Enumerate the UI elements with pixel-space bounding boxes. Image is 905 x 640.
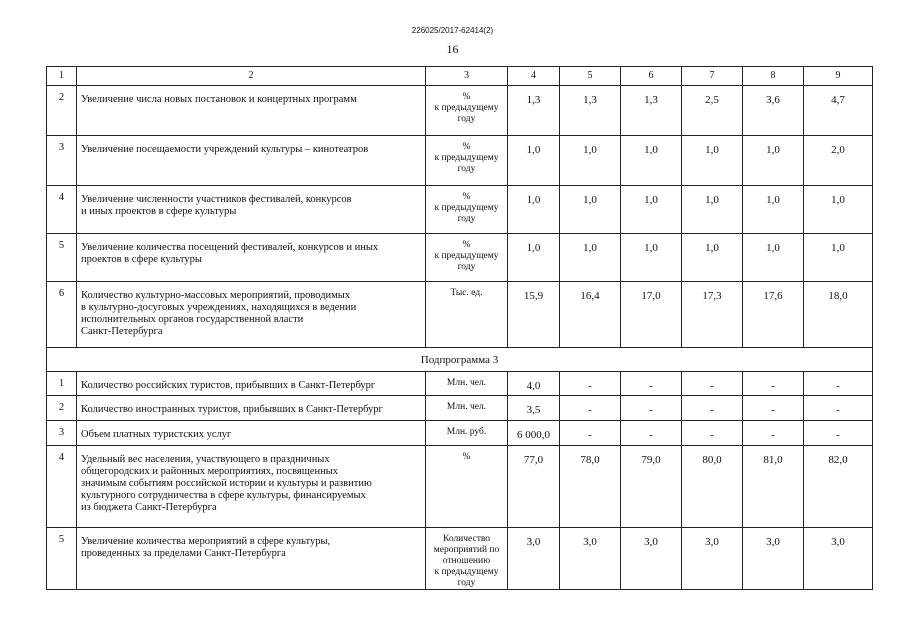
unit-cell: Млн. чел. xyxy=(426,396,508,421)
value-cell: 3,0 xyxy=(508,527,560,589)
value-cell: 1,0 xyxy=(804,186,873,233)
indicator-name-cell: Количество культурно-массовых мероприятий, проводимых в культурно-досуговых учреждениях, находящихся в ведении исполнительных органов государственной власти Санкт-Петербурга xyxy=(77,281,426,347)
value-cell: 1,0 xyxy=(743,136,804,186)
indicator-name-cell: Увеличение численности участников фестивалей, конкурсов и иных проектов в сфере культуры xyxy=(77,186,426,233)
row-number-cell: 6 xyxy=(47,281,77,347)
value-cell: - xyxy=(621,396,682,421)
table-row xyxy=(47,136,873,186)
value-cell: - xyxy=(743,372,804,396)
value-cell: - xyxy=(804,396,873,421)
indicator-name-cell: Удельный вес населения, участвующего в праздничных общегородских и районных мероприятиях, посвященных значимым событиям российской истории и культуры и развитию культурного сотрудничества в сфере культуры, финансируемых из бюджета Санкт-Петербурга xyxy=(77,446,426,527)
value-cell: 80,0 xyxy=(682,446,743,527)
indicator-name-cell: Увеличение посещаемости учреждений культуры – кинотеатров xyxy=(77,136,426,186)
value-cell: 1,0 xyxy=(682,136,743,186)
unit-cell: Количество мероприятий по отношению к предыдущему году xyxy=(426,527,508,589)
value-cell: - xyxy=(560,421,621,446)
value-cell: 3,0 xyxy=(682,527,743,589)
value-cell: 2,0 xyxy=(804,136,873,186)
value-cell: 3,0 xyxy=(804,527,873,589)
value-cell: 1,0 xyxy=(560,233,621,281)
value-cell: 17,6 xyxy=(743,281,804,347)
page-number: 16 xyxy=(446,42,459,56)
column-number-cell: 4 xyxy=(508,67,560,86)
indicator-name-cell: Количество иностранных туристов, прибывших в Санкт-Петербург xyxy=(77,396,426,421)
value-cell: - xyxy=(743,421,804,446)
value-cell: 1,3 xyxy=(560,86,621,136)
row-number-cell: 4 xyxy=(47,186,77,233)
indicator-name-cell: Количество российских туристов, прибывших в Санкт-Петербург xyxy=(77,372,426,396)
row-number-cell: 1 xyxy=(47,372,77,396)
value-cell: 16,4 xyxy=(560,281,621,347)
column-number-cell: 9 xyxy=(804,67,873,86)
unit-cell: % xyxy=(426,446,508,527)
row-number-cell: 4 xyxy=(47,446,77,527)
value-cell: - xyxy=(682,372,743,396)
value-cell: 15,9 xyxy=(508,281,560,347)
value-cell: 17,0 xyxy=(621,281,682,347)
unit-cell: Млн. чел. xyxy=(426,372,508,396)
indicator-name-cell: Объем платных туристских услуг xyxy=(77,421,426,446)
value-cell: - xyxy=(682,421,743,446)
row-number-cell: 2 xyxy=(47,396,77,421)
unit-cell: % к предыдущему году xyxy=(426,136,508,186)
value-cell: 1,0 xyxy=(621,136,682,186)
value-cell: 17,3 xyxy=(682,281,743,347)
unit-cell: % к предыдущему году xyxy=(426,186,508,233)
unit-cell: % к предыдущему году xyxy=(426,86,508,136)
unit-cell: Млн. руб. xyxy=(426,421,508,446)
value-cell: - xyxy=(682,396,743,421)
column-number-cell: 8 xyxy=(743,67,804,86)
table-row xyxy=(47,372,873,396)
table-row xyxy=(47,527,873,589)
column-number-row xyxy=(47,67,873,86)
value-cell: - xyxy=(804,372,873,396)
value-cell: 1,3 xyxy=(508,86,560,136)
value-cell: 78,0 xyxy=(560,446,621,527)
row-number-cell: 5 xyxy=(47,527,77,589)
column-number-cell: 1 xyxy=(47,67,77,86)
value-cell: 1,3 xyxy=(621,86,682,136)
value-cell: - xyxy=(743,396,804,421)
value-cell: 3,6 xyxy=(743,86,804,136)
value-cell: - xyxy=(560,372,621,396)
value-cell: 3,5 xyxy=(508,396,560,421)
document-id: 226025/2017-62414(2) xyxy=(411,26,494,35)
value-cell: 1,0 xyxy=(621,186,682,233)
table-row xyxy=(47,421,873,446)
table-row xyxy=(47,396,873,421)
section-row xyxy=(47,348,873,372)
value-cell: 1,0 xyxy=(743,233,804,281)
table-row xyxy=(47,233,873,281)
column-number-cell: 7 xyxy=(682,67,743,86)
table-row xyxy=(47,86,873,136)
unit-cell: Тыс. ед. xyxy=(426,281,508,347)
value-cell: - xyxy=(621,372,682,396)
value-cell: 18,0 xyxy=(804,281,873,347)
row-number-cell: 5 xyxy=(47,233,77,281)
value-cell: 77,0 xyxy=(508,446,560,527)
value-cell: 6 000,0 xyxy=(508,421,560,446)
value-cell: 1,0 xyxy=(682,186,743,233)
value-cell: 4,0 xyxy=(508,372,560,396)
indicator-name-cell: Увеличение количества посещений фестивалей, конкурсов и иных проектов в сфере культуры xyxy=(77,233,426,281)
column-number-cell: 6 xyxy=(621,67,682,86)
section-title: Подпрограмма 3 xyxy=(47,348,873,372)
indicators-table xyxy=(46,66,873,590)
table-row xyxy=(47,186,873,233)
row-number-cell: 3 xyxy=(47,136,77,186)
value-cell: 3,0 xyxy=(560,527,621,589)
unit-cell: % к предыдущему году xyxy=(426,233,508,281)
row-number-cell: 2 xyxy=(47,86,77,136)
value-cell: - xyxy=(560,396,621,421)
value-cell: 3,0 xyxy=(621,527,682,589)
indicator-name-cell: Увеличение количества мероприятий в сфере культуры, проведенных за пределами Санкт-Петербурга xyxy=(77,527,426,589)
indicator-name-cell: Увеличение числа новых постановок и концертных программ xyxy=(77,86,426,136)
table-row xyxy=(47,446,873,527)
value-cell: 1,0 xyxy=(682,233,743,281)
value-cell: 79,0 xyxy=(621,446,682,527)
value-cell: 1,0 xyxy=(804,233,873,281)
value-cell: 82,0 xyxy=(804,446,873,527)
table-row xyxy=(47,281,873,347)
value-cell: 2,5 xyxy=(682,86,743,136)
value-cell: 1,0 xyxy=(560,136,621,186)
value-cell: 1,0 xyxy=(508,186,560,233)
row-number-cell: 3 xyxy=(47,421,77,446)
value-cell: - xyxy=(804,421,873,446)
value-cell: 1,0 xyxy=(743,186,804,233)
value-cell: 1,0 xyxy=(508,233,560,281)
value-cell: 1,0 xyxy=(560,186,621,233)
value-cell: 81,0 xyxy=(743,446,804,527)
value-cell: - xyxy=(621,421,682,446)
value-cell: 1,0 xyxy=(508,136,560,186)
column-number-cell: 3 xyxy=(426,67,508,86)
value-cell: 4,7 xyxy=(804,86,873,136)
column-number-cell: 5 xyxy=(560,67,621,86)
value-cell: 1,0 xyxy=(621,233,682,281)
value-cell: 3,0 xyxy=(743,527,804,589)
column-number-cell: 2 xyxy=(77,67,426,86)
